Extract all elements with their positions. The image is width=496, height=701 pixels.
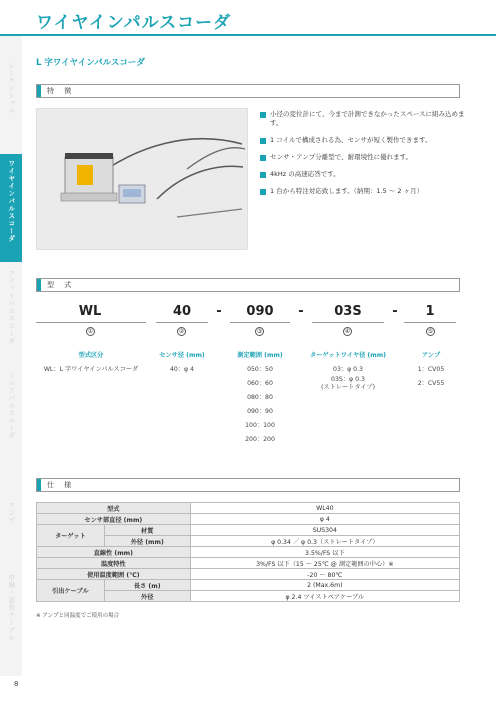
range-value: 100：100	[245, 422, 275, 429]
table-row: 直線性 (mm) 3.5%/FS 以下	[37, 547, 460, 558]
feature-item: 1 台から特注対応致します。（納期：1.5 ～ 2 ヶ月）	[260, 187, 470, 196]
model-code-dash: -	[392, 304, 398, 319]
type-value: WL：L 字ワイヤインパルスコーダ	[43, 366, 139, 373]
wire-value: 03S：φ 0.3	[331, 376, 365, 383]
code-underline	[230, 322, 290, 323]
model-code-dash: -	[216, 304, 222, 319]
col-head-sensor: センサ径 (mm)	[159, 352, 205, 359]
range-value: 050：50	[247, 366, 273, 373]
col-head-type: 型式区分	[78, 352, 104, 359]
footnote: ※ アンプと同温度でご使用の場合	[36, 613, 120, 619]
side-tab-linear-pulse-coder[interactable]: リニアパルスコーダ	[7, 372, 16, 440]
product-photo	[36, 108, 248, 250]
feature-item: 1 コイルで構成される為、センサが短く製作できます。	[260, 136, 470, 145]
table-row: 外径 φ 2.4 ツイストペアケーブル	[37, 591, 460, 602]
sensor-value: 40：φ 4	[169, 366, 195, 373]
page-title: ワイヤインパルスコーダ	[36, 13, 232, 33]
range-value: 080：80	[247, 394, 273, 401]
model-code-range: 090	[246, 304, 274, 319]
feature-item: 4kHz の高速応答です。	[260, 170, 470, 179]
wire-value-note: (ストレートタイプ)	[320, 384, 376, 391]
index-3: ③	[256, 328, 263, 335]
model-code-dash: -	[298, 304, 304, 319]
table-row: 型式 WL40	[37, 503, 460, 514]
code-underline	[36, 322, 146, 323]
side-tab-flat-pulse-coder[interactable]: フラットパルスコーダ	[7, 270, 16, 345]
index-4: ④	[344, 328, 351, 335]
spec-table	[36, 502, 460, 602]
range-value: 090：90	[247, 408, 273, 415]
table-row: 温度特性 3%/FS 以下（15 ～ 25℃ @ 測定範囲の中心）※	[37, 558, 460, 569]
index-5: ⑤	[427, 328, 434, 335]
model-code-series: WL	[78, 304, 102, 319]
subtitle: L 字ワイヤインパルスコーダ	[36, 58, 145, 68]
model-code-diameter: 40	[172, 304, 192, 319]
feature-item: 小径の変位計にて、今まで計測できなかったスペースに組み込めます。	[260, 110, 470, 128]
features-list	[260, 110, 470, 204]
code-underline	[156, 322, 208, 323]
feature-item: センサ・アンプ分離型で、耐環境性に優れます。	[260, 153, 470, 162]
code-underline	[312, 322, 384, 323]
side-tab-wire-impulse-coder[interactable]: ワイヤインパルスコーダ	[0, 154, 22, 262]
col-head-range: 測定範囲 (mm)	[237, 352, 283, 359]
side-tab-extension-cable[interactable]: 中継・延長ケーブル	[7, 574, 16, 642]
col-head-wire: ターゲットワイヤ径 (mm)	[310, 352, 386, 359]
range-value: 200：200	[245, 436, 275, 443]
table-row: 引出ケーブル 長さ (m) 2 (Max.6m)	[37, 580, 460, 591]
amp-value: 2：CV55	[417, 380, 445, 387]
index-1: ①	[87, 328, 94, 335]
table-row: 外径 (mm) φ 0.34 ／ φ 0.3（ストレートタイプ）	[37, 536, 460, 547]
wire-value: 03：φ 0.3	[333, 366, 363, 373]
range-value: 060：60	[247, 380, 273, 387]
model-heading: 型 式	[36, 278, 460, 292]
table-row: センサ部直径 (mm) φ 4	[37, 514, 460, 525]
side-tab-amp[interactable]: アンプ	[7, 502, 16, 525]
model-code-wire: 03S	[334, 304, 362, 319]
side-nav	[0, 36, 22, 676]
features-heading: 特 徴	[36, 84, 460, 98]
side-tab-sequential[interactable]: シーケンシャル	[7, 62, 16, 115]
table-row: ターゲット 材質 SUS304	[37, 525, 460, 536]
model-code-amp: 1	[425, 304, 435, 319]
page-number: 8	[14, 680, 19, 688]
amp-value: 1：CV05	[417, 366, 445, 373]
code-underline	[404, 322, 456, 323]
title-rule	[0, 34, 496, 36]
index-2: ②	[178, 328, 185, 335]
spec-heading: 仕 様	[36, 478, 460, 492]
table-row: 使用温度範囲 (℃) -20 ～ 80℃	[37, 569, 460, 580]
col-head-amp: アンプ	[421, 352, 441, 359]
